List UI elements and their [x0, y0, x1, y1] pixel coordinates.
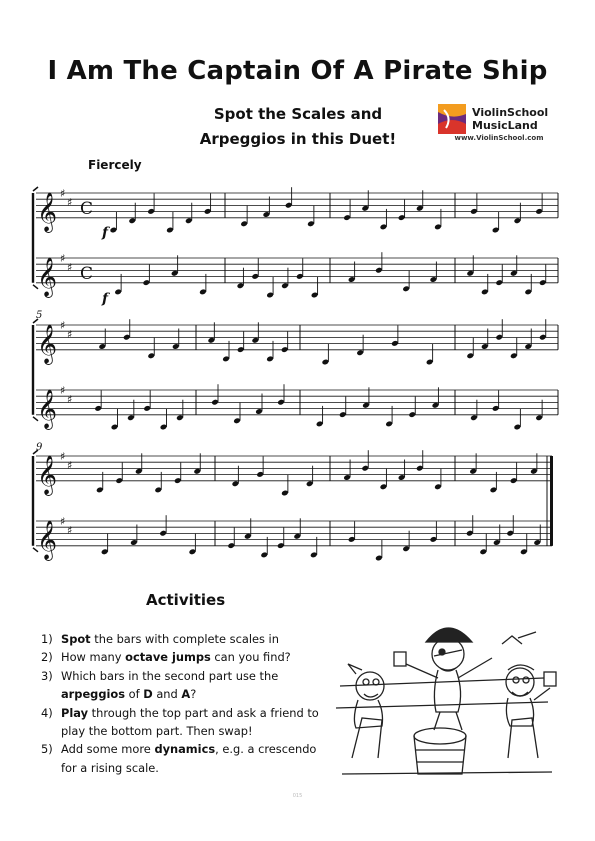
pirate-cartoon-illustration	[322, 608, 562, 780]
activity-item: 3) Which bars in the second part use the arpeggios of D and A?	[41, 668, 279, 702]
activity-item: 2) How many octave jumps can you find?	[41, 650, 291, 665]
activities-heading: Activities	[146, 591, 226, 609]
logo-line-2: MusicLand	[472, 119, 538, 132]
activities-list	[41, 630, 326, 777]
sharp-c-icon: ♯	[67, 196, 73, 209]
dynamic-forte-bottom: f	[102, 291, 109, 307]
activity-item: 5) Add some more dynamics, e.g. a crescendo for a rising scale.	[41, 742, 317, 775]
logo-url: www.ViolinSchool.com	[454, 134, 544, 142]
bracket-hook	[33, 187, 38, 191]
logo-line-1: ViolinSchool	[472, 106, 549, 119]
sharp-c-icon: ♯	[67, 328, 73, 341]
treble-clef-icon: 𝄞	[37, 191, 58, 232]
treble-clef-icon: 𝄞	[37, 388, 58, 429]
bar-number-9: 9	[36, 442, 43, 453]
activity-item: 1) Spot the bars with complete scales in	[41, 632, 279, 646]
page-footer: 015	[292, 793, 303, 799]
subtitle-line-1: Spot the Scales and	[213, 105, 383, 123]
time-signature-bottom: C	[80, 264, 94, 284]
treble-clef-icon: 𝄞	[37, 256, 58, 297]
sharp-f-icon: ♯	[60, 515, 66, 528]
sharp-f-icon: ♯	[60, 319, 66, 332]
final-barline-thick	[550, 456, 553, 546]
treble-clef-icon: 𝄞	[37, 454, 58, 495]
bar-number-5: 5	[36, 310, 43, 321]
dynamic-forte-top: f	[102, 225, 109, 241]
sharp-f-icon: ♯	[60, 450, 66, 463]
sharp-c-icon: ♯	[67, 524, 73, 537]
sharp-c-icon: ♯	[67, 459, 73, 472]
activity-item: 4) Play through the top part and ask a friend to play the bottom part. Then swap!	[41, 705, 319, 739]
subtitle-line-2: Arpeggios in this Duet!	[199, 130, 397, 148]
page-title: I Am The Captain Of A Pirate Ship	[47, 56, 548, 86]
sharp-c-icon: ♯	[67, 393, 73, 406]
treble-clef-icon: 𝄞	[37, 519, 58, 560]
sharp-f-icon: ♯	[60, 252, 66, 265]
sharp-f-icon: ♯	[60, 187, 66, 200]
sharp-c-icon: ♯	[67, 261, 73, 274]
time-signature-top: C	[80, 199, 94, 219]
sharp-f-icon: ♯	[60, 384, 66, 397]
treble-clef-icon: 𝄞	[37, 323, 58, 364]
tempo-marking: Fiercely	[88, 158, 142, 172]
